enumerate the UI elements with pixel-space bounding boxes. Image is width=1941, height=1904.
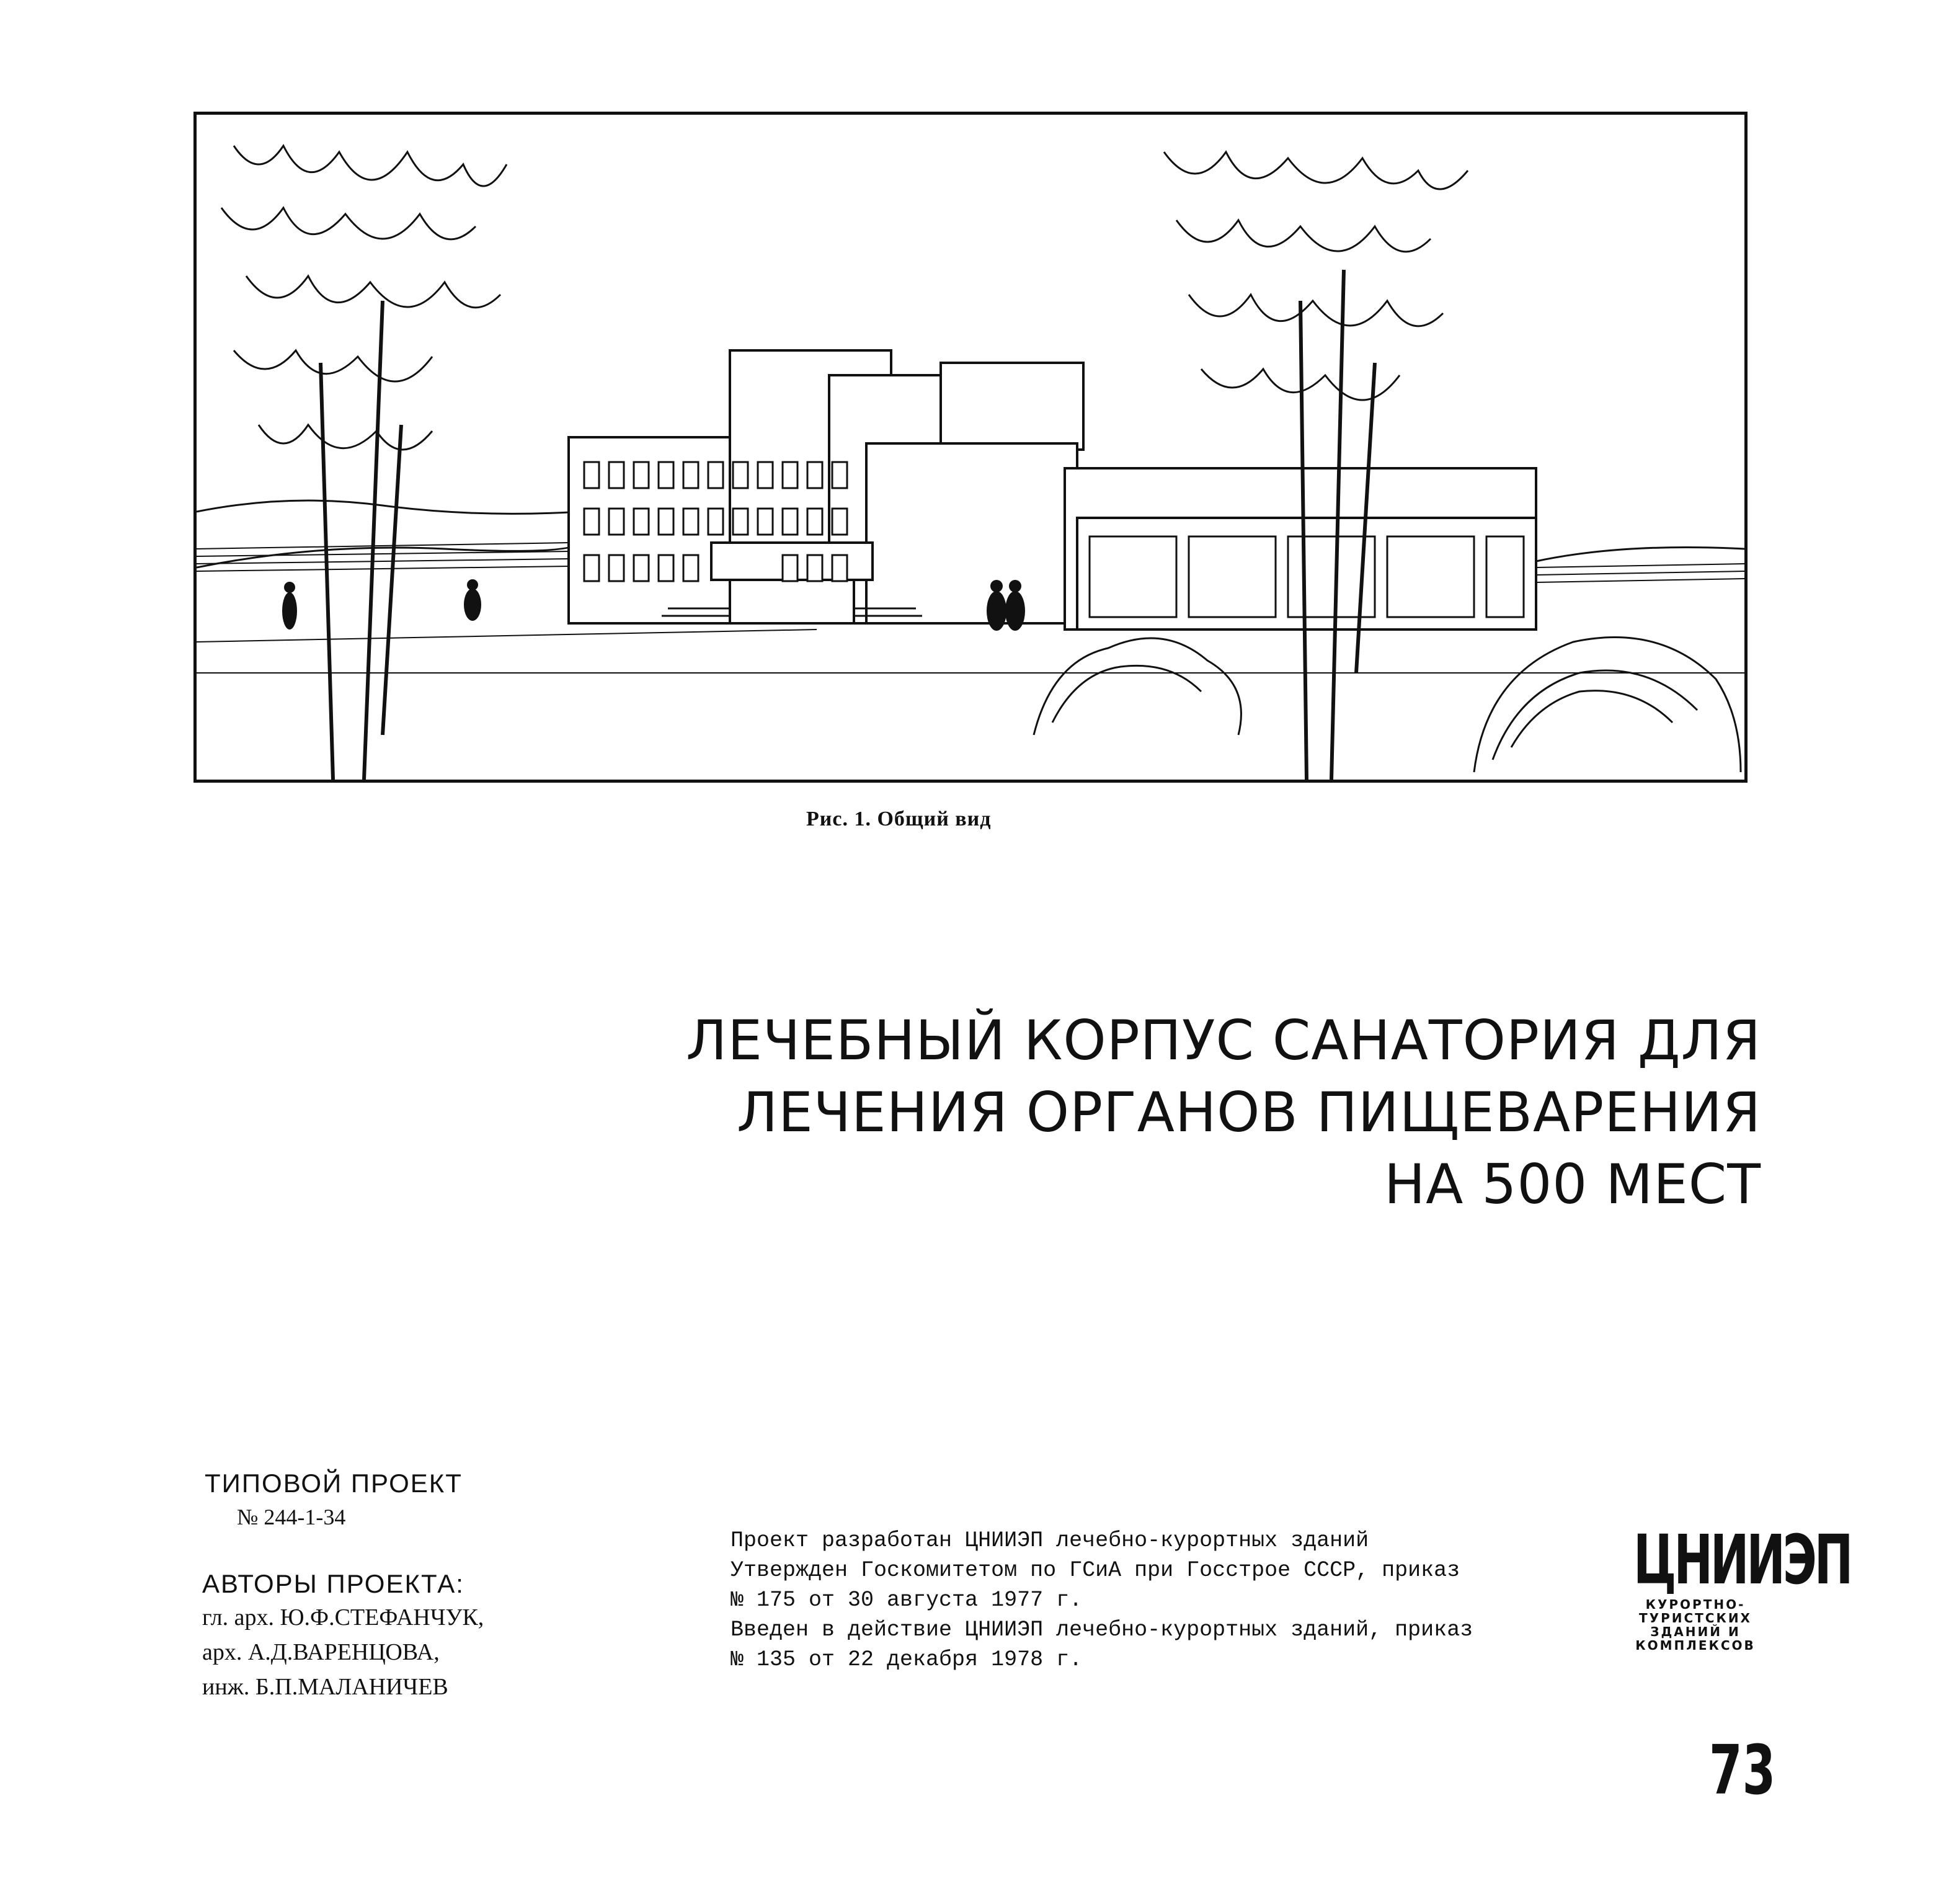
title-line-3: НА 500 МЕСТ [1384,1152,1761,1216]
page-number: 73 [1709,1730,1776,1810]
author-item: гл. арх. Ю.Ф.СТЕФАНЧУК, [202,1604,484,1630]
info-line: № 135 от 22 декабря 1978 г. [731,1647,1083,1672]
author-item: арх. А.Д.ВАРЕНЦОВА, [202,1639,440,1665]
figure-caption: Рис. 1. Общий вид [806,807,992,830]
title-line-2: ЛЕЧЕНИЯ ОРГАНОВ ПИЩЕВАРЕНИЯ [736,1080,1761,1144]
building-illustration [193,112,1748,783]
info-line: Введен в действие ЦНИИЭП лечебно-курортных зданий, приказ [731,1617,1473,1642]
logo-sub-line: ЗДАНИЙ И [1650,1624,1741,1639]
logo-sub-line: ТУРИСТСКИХ [1639,1611,1752,1626]
logo-sub-line: КУРОРТНО- [1645,1597,1746,1612]
building-sketch [197,115,1744,780]
info-line: Проект разработан ЦНИИЭП лечебно-курортных зданий [731,1528,1369,1553]
info-line: № 175 от 30 августа 1977 г. [731,1588,1083,1613]
project-number: № 244-1-34 [237,1505,346,1529]
author-item: инж. Б.П.МАЛАНИЧЕВ [202,1674,448,1700]
institute-logo [1633,1520,1851,1653]
authors-list [202,1600,484,1704]
approval-info [731,1526,1473,1675]
document-title [686,1005,1761,1221]
project-label: ТИПОВОЙ ПРОЕКТ [205,1469,463,1498]
title-line-1: ЛЕЧЕБНЫЙ КОРПУС САНАТОРИЯ ДЛЯ [686,1008,1761,1072]
logo-subtitle [1633,1598,1757,1652]
info-line: Утвержден Госкомитетом по ГСиА при Госстрое СССР, приказ [731,1558,1460,1583]
authors-label: АВТОРЫ ПРОЕКТА: [202,1569,464,1598]
logo-sub-line: КОМПЛЕКСОВ [1635,1638,1756,1653]
logo-main-text: ЦНИИЭП [1633,1520,1851,1599]
